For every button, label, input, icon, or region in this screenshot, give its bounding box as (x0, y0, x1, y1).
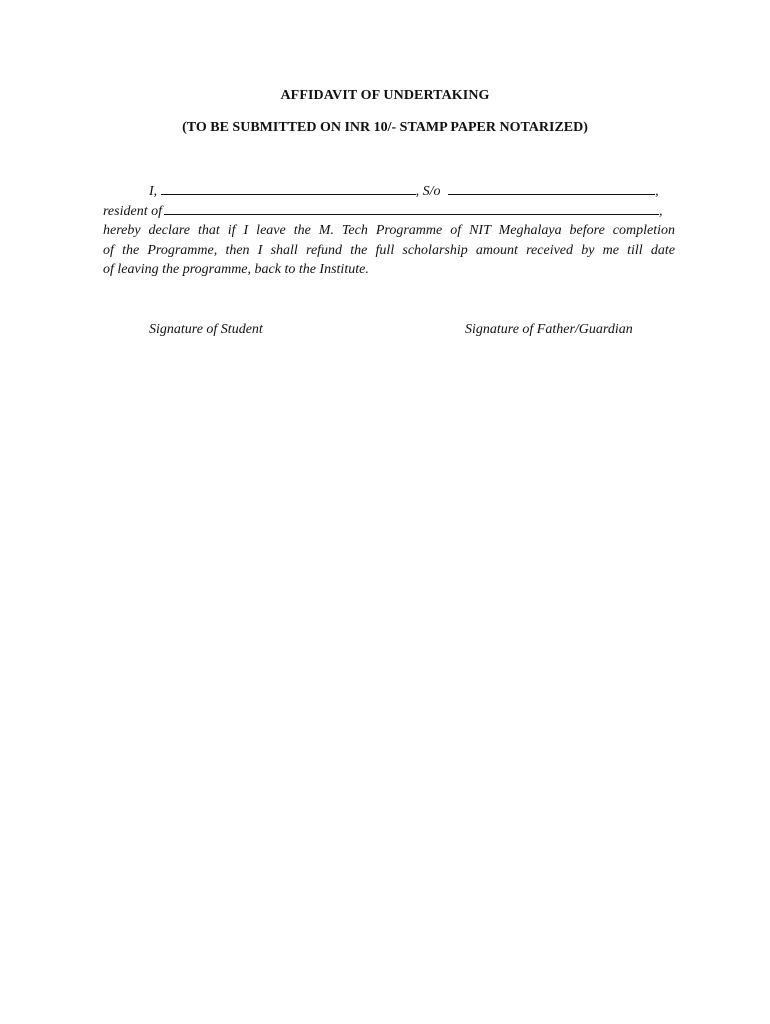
signature-guardian-label: Signature of Father/Guardian (465, 322, 633, 337)
relation-label: , S/o (415, 184, 441, 199)
resident-line-comma: , (658, 203, 663, 219)
address-blank[interactable] (164, 202, 659, 215)
name-line-comma: , (655, 184, 659, 199)
affidavit-body (103, 182, 675, 280)
name-prefix: I, (149, 184, 158, 199)
resident-prefix: resident of (103, 203, 162, 219)
document-subtitle: (TO BE SUBMITTED ON INR 10/- STAMP PAPER NOTARIZED) (182, 120, 588, 135)
name-blank[interactable] (161, 182, 416, 195)
signature-student-label: Signature of Student (149, 322, 263, 337)
parent-name-blank[interactable] (448, 182, 655, 195)
declaration-line-1: hereby declare that if I leave the M. Tech Programme of NIT Meghalaya before completion (103, 223, 675, 238)
resident-line (103, 202, 675, 222)
declaration-line-3: of leaving the programme, back to the Institute. (103, 262, 369, 277)
document-title: AFFIDAVIT OF UNDERTAKING (280, 88, 490, 103)
declaration-line-2: of the Programme, then I shall refund the full scholarship amount received by me till date (103, 242, 675, 258)
name-line (103, 182, 675, 202)
